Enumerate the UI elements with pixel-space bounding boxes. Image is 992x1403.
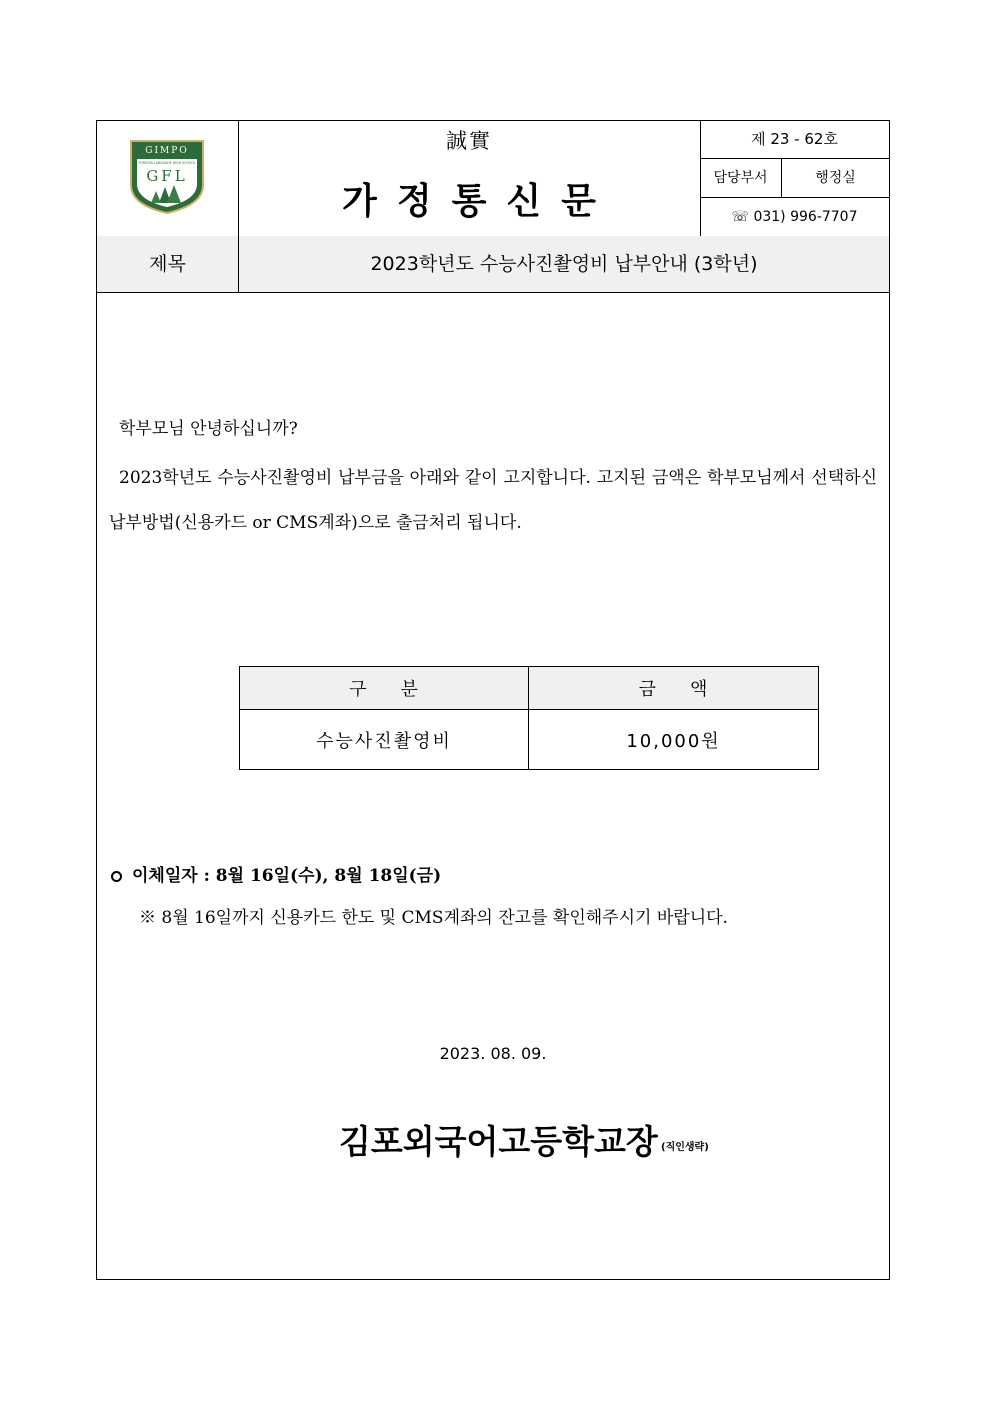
issue-date: 2023. 08. 09. (439, 1044, 547, 1063)
logo-top-text: GIMPO (145, 146, 189, 156)
body-paragraph: 2023학년도 수능사진촬영비 납부금을 아래와 같이 고지합니다. 고지된 금액은 학부모님께서 선택하신 납부방법(신용카드 or CMS계좌)으로 출금처리 됩니다. (109, 468, 877, 533)
school-motto: 誠實 (446, 129, 492, 153)
school-logo-icon (129, 139, 205, 215)
subject-label: 제목 (97, 236, 239, 292)
seal-note: (직인생략) (661, 1142, 709, 1153)
signer-name: 김포외국어고등학교장 (339, 1122, 658, 1161)
fee-item-amount: 10,000원 (529, 710, 819, 770)
transfer-date-line (111, 861, 441, 886)
subject-row (97, 236, 889, 293)
document-number: 제 23 - 62호 (700, 121, 889, 159)
table-row (240, 710, 819, 770)
phone-number: ☏ 031) 996-7707 (731, 209, 858, 225)
logo-letters: GFL (146, 167, 188, 185)
transfer-note: ※ 8월 16일까지 신용카드 한도 및 CMS계좌의 잔고를 확인해주시기 바랍니다. (139, 908, 728, 928)
subject-text: 2023학년도 수능사진촬영비 납부안내 (3학년) (370, 253, 758, 275)
department-row (700, 159, 889, 198)
transfer-date-text: 이체일자 : 8월 16일(수), 8월 18일(금) (132, 866, 442, 886)
notice-frame (96, 120, 890, 1280)
fee-header-category: 구분 (240, 667, 529, 710)
title-cell (238, 121, 701, 236)
document-title: 가정통신문 (342, 181, 616, 222)
department-label: 담당부서 (700, 159, 782, 197)
greeting: 학부모님 안녕하십니까? (119, 419, 298, 439)
info-cell (700, 121, 889, 236)
fee-table (239, 666, 819, 770)
department-value: 행정실 (815, 170, 856, 186)
header (97, 121, 889, 237)
fee-header-amount: 금액 (529, 667, 819, 710)
logo-mid-text: FOREIGN LANGUAGE HIGH SCHOOL (138, 161, 196, 165)
fee-table-header (240, 667, 819, 710)
logo-cell (97, 121, 239, 236)
fee-item-name: 수능사진촬영비 (240, 710, 529, 770)
circle-bullet-icon (111, 871, 122, 882)
